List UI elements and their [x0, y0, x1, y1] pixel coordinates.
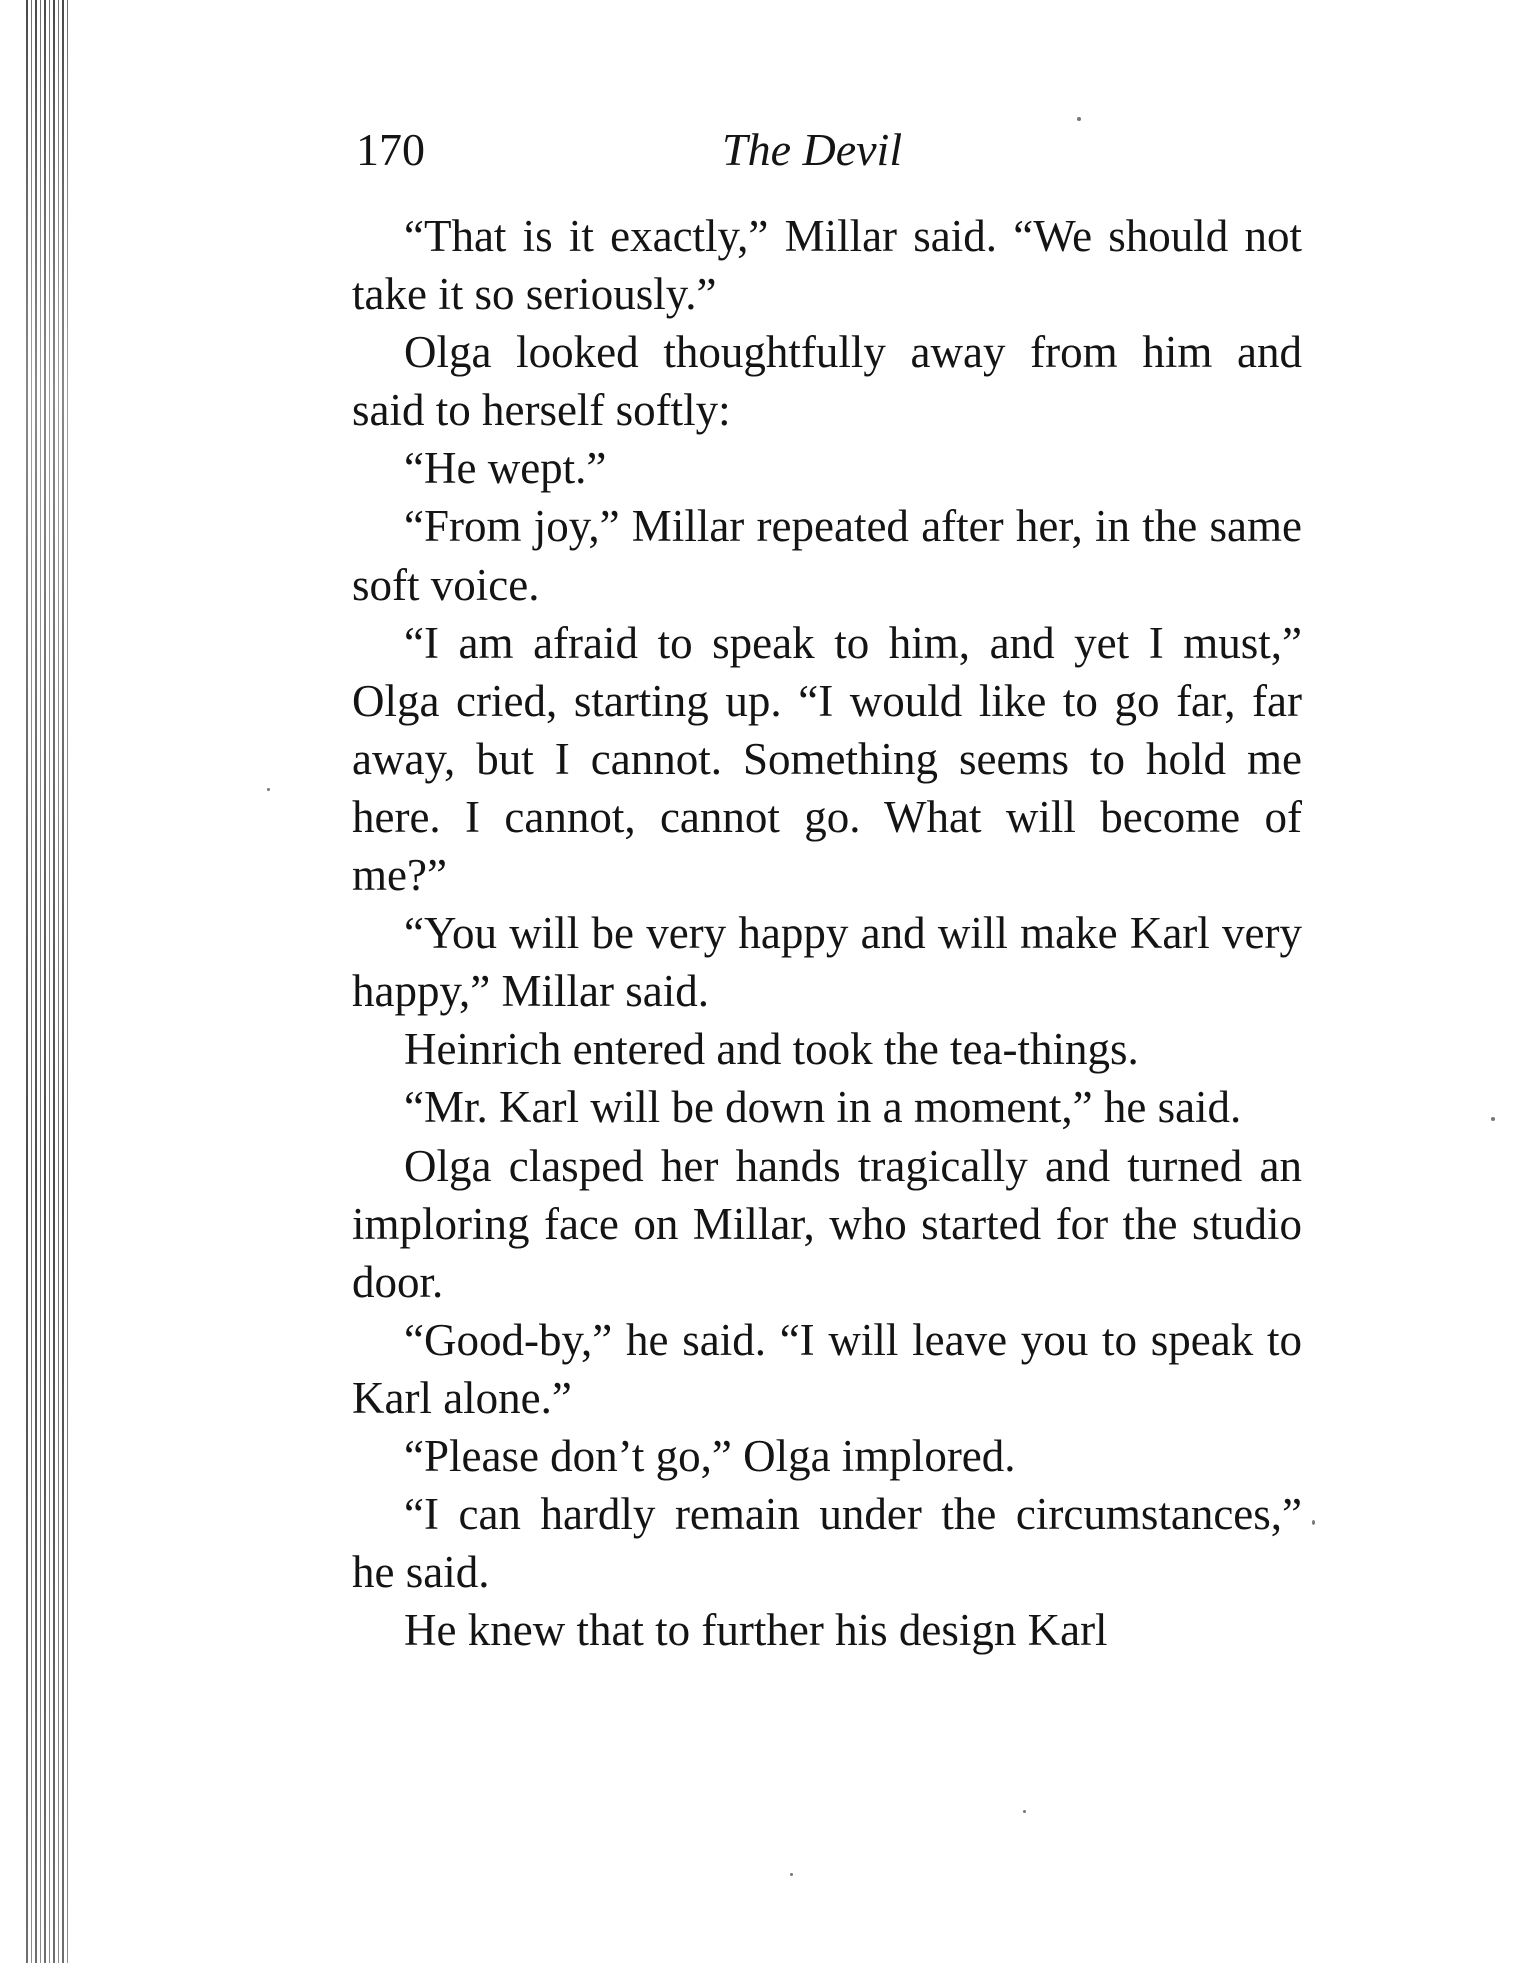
- page-header: [352, 120, 1302, 180]
- scan-speck: [790, 1873, 793, 1876]
- paragraph: “I am afraid to speak to him, and yet I must,” Olga cried, starting up. “I would like to go far, far away, but I cannot. Something seems to hold me here. I cannot, cannot go. What will become of me?”: [352, 617, 1302, 901]
- scan-speck: [1491, 1117, 1495, 1121]
- paragraph: Heinrich entered and took the tea-things.: [404, 1024, 1139, 1075]
- paragraph: Olga looked thoughtfully away from him and said to herself softly:: [352, 327, 1302, 436]
- book-page: [352, 120, 1302, 1659]
- paragraph: “From joy,” Millar repeated after her, in the same soft voice.: [352, 501, 1302, 610]
- paragraph: “I can hardly remain under the circumstances,” he said.: [352, 1489, 1302, 1598]
- page-number: 170: [356, 124, 425, 175]
- gutter-shadow: [26, 0, 70, 1963]
- paragraph: “Good-by,” he said. “I will leave you to speak to Karl alone.”: [352, 1314, 1302, 1423]
- paragraph: “Please don’t go,” Olga implored.: [404, 1430, 1016, 1481]
- paragraph: “You will be very happy and will make Karl very happy,” Millar said.: [352, 908, 1302, 1017]
- paragraph: “He wept.”: [404, 443, 607, 494]
- body-text: [352, 207, 1302, 1659]
- paragraph: “Mr. Karl will be down in a moment,” he said.: [404, 1082, 1242, 1133]
- running-title: The Devil: [722, 124, 903, 175]
- scan-speck: [267, 788, 270, 791]
- paragraph: He knew that to further his design Karl: [404, 1605, 1108, 1656]
- scan-speck: [1023, 1810, 1026, 1813]
- paragraph: “That is it exactly,” Millar said. “We should not take it so seriously.”: [352, 211, 1302, 320]
- scan-speck: [1312, 1520, 1315, 1525]
- paragraph: Olga clasped her hands tragically and turned an imploring face on Millar, who started for the studio door.: [352, 1140, 1302, 1307]
